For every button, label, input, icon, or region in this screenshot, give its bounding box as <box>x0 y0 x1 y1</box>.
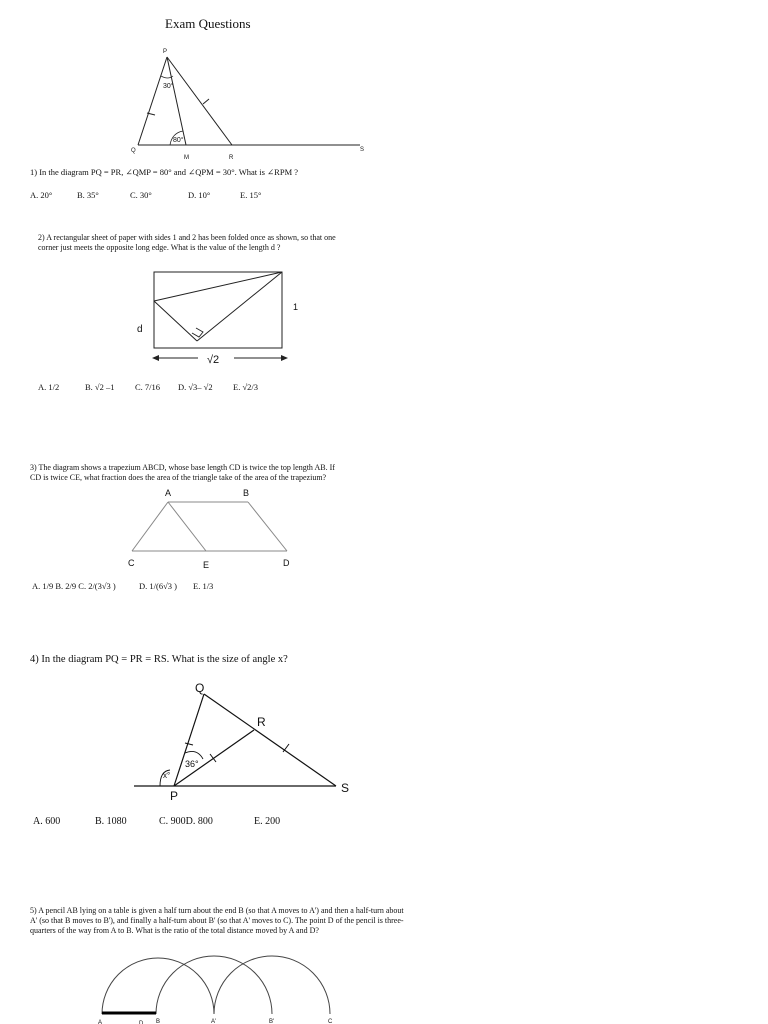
q5-label-a: A <box>98 1020 103 1024</box>
q3-label-e: E <box>203 560 210 570</box>
q1-option-e: E. 15° <box>240 190 262 200</box>
q4-option-cd: C. 900D. 800 <box>159 816 213 827</box>
q3-option-d: D. 1/(6√3 ) <box>139 581 177 591</box>
q4-label-s: S <box>341 781 350 795</box>
q4-label-q: Q <box>195 681 205 695</box>
q4-angle-36: 36° <box>185 759 199 769</box>
q1-option-c: C. 30° <box>130 190 152 200</box>
q4-label-p: P <box>170 789 179 803</box>
q1-option-d: D. 10° <box>188 190 211 200</box>
q1-label-p: P <box>163 49 168 55</box>
page-title: Exam Questions <box>165 16 251 31</box>
q1-label-m: M <box>184 155 189 161</box>
q5-label-d: D <box>139 1021 144 1024</box>
q3-label-c: C <box>128 558 135 568</box>
q1-label-q: Q <box>131 148 136 154</box>
q3-label-b: B <box>243 488 250 498</box>
q1-option-b: B. 35° <box>77 190 99 200</box>
q4-question: 4) In the diagram PQ = PR = RS. What is the size of angle x? <box>30 654 288 665</box>
q2-question-line2: corner just meets the opposite long edge. What is the value of the length d ? <box>38 243 281 252</box>
q5-label-a-prime: A' <box>211 1019 217 1024</box>
q5-label-b: B <box>156 1019 161 1024</box>
q1-option-a: A. 20° <box>30 190 53 200</box>
q4-option-b: B. 1080 <box>95 816 127 827</box>
q1-question: 1) In the diagram PQ = PR, ∠QMP = 80° and ∠QPM = 30°. What is ∠RPM ? <box>30 167 299 177</box>
q3-label-a: A <box>165 488 172 498</box>
q3-option-abc: A. 1/9 B. 2/9 C. 2/(3√3 ) <box>32 581 116 591</box>
q1-angle-30: 30° <box>163 83 174 90</box>
q5-label-c: C <box>328 1019 333 1024</box>
q2-option-d: D. √3– √2 <box>178 382 213 392</box>
q2-option-c: C. 7/16 <box>135 382 161 392</box>
q2-label-root2: √2 <box>207 354 220 366</box>
q2-question-line1: 2) A rectangular sheet of paper with sides 1 and 2 has been folded once as shown, so that one <box>38 233 336 242</box>
q2-option-b: B. √2 –1 <box>85 382 115 392</box>
q1-angle-80: 80° <box>173 137 184 144</box>
q3-option-e: E. 1/3 <box>193 581 214 591</box>
q3-question-line2: CD is twice CE, what fraction does the area of the triangle take of the area of the trapezium? <box>30 473 327 482</box>
q2-label-1: 1 <box>293 302 299 312</box>
q4-option-e: E. 200 <box>254 816 281 827</box>
q2-label-d: d <box>137 324 143 335</box>
q1-label-r: R <box>229 155 234 161</box>
q2-option-a: A. 1/2 <box>38 382 60 392</box>
q3-question-line1: 3) The diagram shows a trapezium ABCD, whose base length CD is twice the top length AB. If <box>30 463 335 472</box>
q4-label-r: R <box>257 715 266 729</box>
q3-label-d: D <box>283 558 290 568</box>
q1-label-s: S <box>360 147 365 153</box>
q5-question: 5) A pencil AB lying on a table is given a half turn about the end B (so that A moves to A') and then a half-turn about A' (so that B moves to B'), and finally a half-turn about B' (so that A' moves to C). The point D of the pencil is three-quarters of the way from A to B. What is the ratio of the total distance moved by A and D? <box>30 906 404 935</box>
q5-label-b-prime: B' <box>269 1019 275 1024</box>
q4-option-a: A. 600 <box>33 816 61 827</box>
q4-angle-x: x° <box>163 771 171 780</box>
q2-option-e: E. √2/3 <box>233 382 258 392</box>
